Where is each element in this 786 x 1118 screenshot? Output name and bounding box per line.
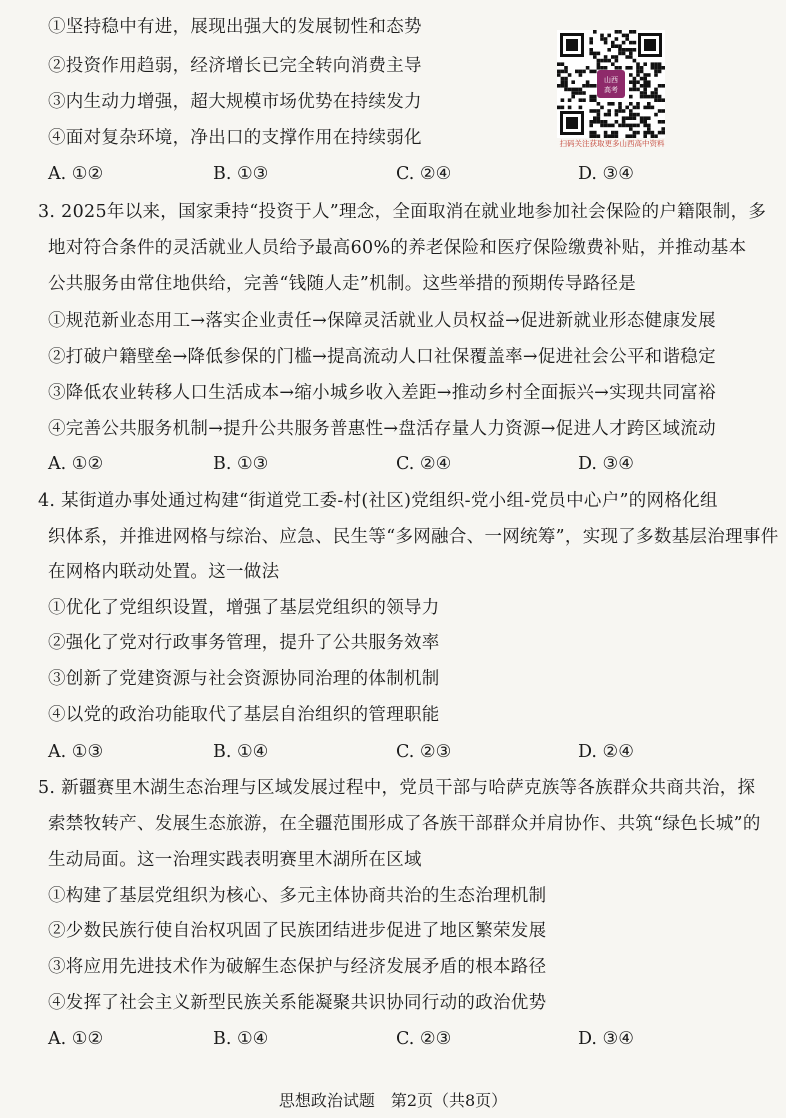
q5-statement-3: ③将应用先进技术作为破解生态保护与经济发展矛盾的根本路径 <box>48 957 547 977</box>
page-footer: 思想政治试题 第2页（共8页） <box>278 1091 508 1110</box>
q5-stem-line-2: 索禁牧转产、发展生态旅游，在全疆范围形成了各族干部群众并肩协作、共筑“绿色长城”的 <box>48 814 761 834</box>
q4-stem-line-2: 织体系，并推进网格与综治、应急、民生等“多网融合、一网统筹”，实现了多数基层治理事件 <box>48 527 779 547</box>
q3-option-a: A. ①② <box>48 454 104 474</box>
q3-option-d: D. ③④ <box>578 454 634 474</box>
q2-statement-3: ③内生动力增强，超大规模市场优势在持续发力 <box>48 92 422 112</box>
q4-stem-line-3: 在网格内联动处置。这一做法 <box>48 562 280 582</box>
q5-statement-1: ①构建了基层党组织为核心、多元主体协商共治的生态治理机制 <box>48 886 547 906</box>
q3-statement-1: ①规范新业态用工→落实企业责任→保障灵活就业人员权益→促进新就业形态健康发展 <box>48 311 716 331</box>
q4-statement-2: ②强化了党对行政事务管理，提升了公共服务效率 <box>48 633 440 653</box>
q3-statement-3: ③降低农业转移人口生活成本→缩小城乡收入差距→推动乡村全面振兴→实现共同富裕 <box>48 383 716 403</box>
qr-center-label-2: 高考 <box>604 86 618 94</box>
q4-statement-1: ①优化了党组织设置，增强了基层党组织的领导力 <box>48 598 440 618</box>
q5-stem-line-3: 生动局面。这一治理实践表明赛里木湖所在区域 <box>48 850 422 870</box>
q4-stem-line-1: 4. 某街道办事处通过构建“街道党工委-村(社区)党组织-党小组-党员中心户”的网格化组 <box>38 491 718 511</box>
q5-option-a: A. ①② <box>48 1029 104 1049</box>
q2-option-d: D. ③④ <box>578 164 634 184</box>
q4-statement-4: ④以党的政治功能取代了基层自治组织的管理职能 <box>48 705 440 725</box>
q2-option-b: B. ①③ <box>213 164 269 184</box>
q3-stem-line-2: 地对符合条件的灵活就业人员给予最高60%的养老保险和医疗保险缴费补贴，并推动基本 <box>48 238 747 258</box>
q2-option-a: A. ①② <box>48 164 104 184</box>
qr-center-label-1: 山西 <box>604 76 618 84</box>
q5-statement-2: ②少数民族行使自治权巩固了民族团结进步促进了地区繁荣发展 <box>48 921 547 941</box>
q2-statement-4: ④面对复杂环境，净出口的支撑作用在持续弱化 <box>48 128 422 148</box>
q5-option-c: C. ②③ <box>396 1029 452 1049</box>
qr-code-image <box>557 30 665 138</box>
q4-option-b: B. ①④ <box>213 742 269 762</box>
q3-statement-4: ④完善公共服务机制→提升公共服务普惠性→盘活存量人力资源→促进人才跨区域流动 <box>48 419 716 439</box>
q4-option-c: C. ②③ <box>396 742 452 762</box>
q5-option-d: D. ③④ <box>578 1029 634 1049</box>
q5-statement-4: ④发挥了社会主义新型民族关系能凝聚共识协同行动的政治优势 <box>48 993 547 1013</box>
q3-statement-2: ②打破户籍壁垒→降低参保的门槛→提高流动人口社保覆盖率→促进社会公平和谐稳定 <box>48 347 716 367</box>
q2-statement-2: ②投资作用趋弱，经济增长已完全转向消费主导 <box>48 56 422 76</box>
q3-stem-line-1: 3. 2025年以来，国家秉持“投资于人”理念，全面取消在就业地参加社会保险的户籍限制，多 <box>38 202 767 222</box>
q5-stem-line-1: 5. 新疆赛里木湖生态治理与区域发展过程中，党员干部与哈萨克族等各族群众共商共治，探 <box>38 778 756 798</box>
q3-option-b: B. ①③ <box>213 454 269 474</box>
q3-option-c: C. ②④ <box>396 454 452 474</box>
q4-option-d: D. ②④ <box>578 742 634 762</box>
q4-statement-3: ③创新了党建资源与社会资源协同治理的体制机制 <box>48 669 440 689</box>
q3-stem-line-3: 公共服务由常住地供给，完善“钱随人走”机制。这些举措的预期传导路径是 <box>48 274 637 294</box>
q2-statement-1: ①坚持稳中有进，展现出强大的发展韧性和态势 <box>48 17 422 37</box>
q4-option-a: A. ①③ <box>48 742 104 762</box>
q5-option-b: B. ①④ <box>213 1029 269 1049</box>
q2-option-c: C. ②④ <box>396 164 452 184</box>
qr-caption: 扫码关注获取更多山西高中资料 <box>559 139 665 148</box>
